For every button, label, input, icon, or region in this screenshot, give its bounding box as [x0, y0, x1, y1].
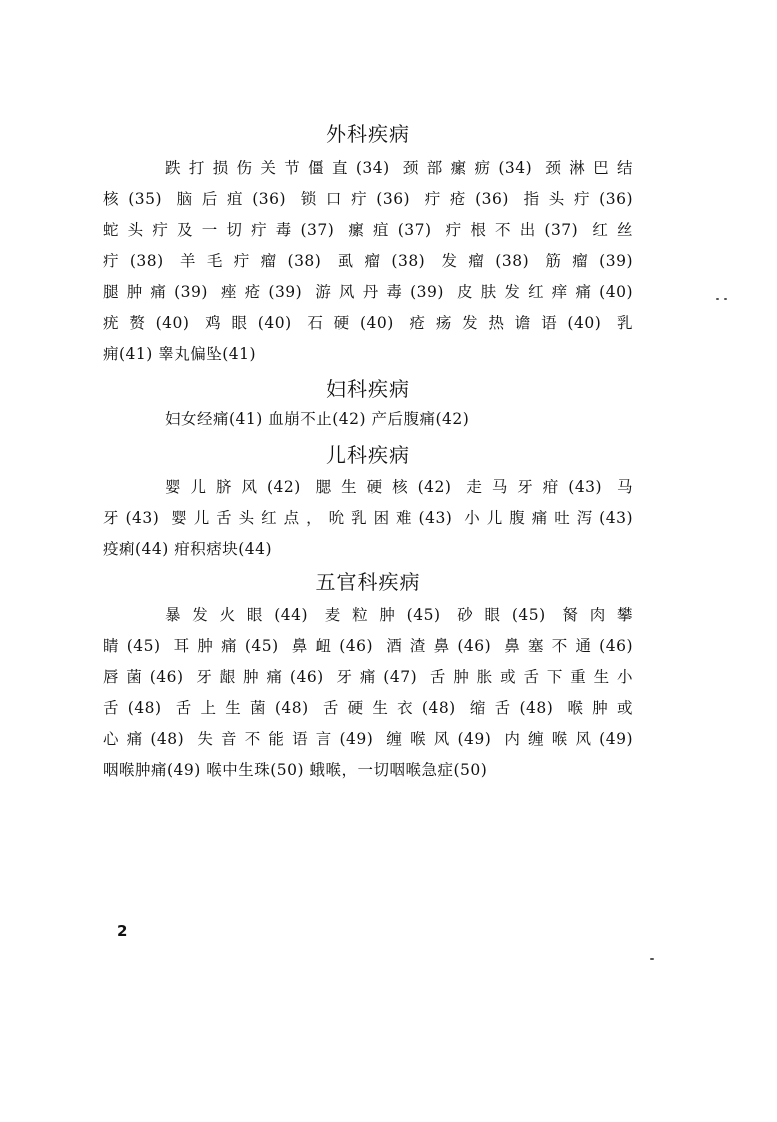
entry-lines: [103, 153, 633, 370]
section-heading: 五官科疾病: [315, 570, 421, 594]
section-heading: 外科疾病: [326, 122, 410, 146]
scan-speck: [650, 958, 654, 960]
entry-line: 心痛(48) 失音不能语言(49) 缠喉风(49) 内缠喉风(49): [103, 730, 633, 748]
page-number: 2: [117, 922, 128, 940]
section-heading: 妇科疾病: [326, 377, 410, 401]
entry-line: 疔(38) 羊毛疔瘤(38) 虱瘤(38) 发瘤(38) 筋瘤(39): [103, 252, 633, 270]
entry-line: 腿肿痛(39) 痤疮(39) 游风丹毒(39) 皮肤发红痒痛(40): [103, 283, 633, 301]
entry-line: 舌(48) 舌上生菌(48) 舌硬生衣(48) 缩舌(48) 喉肿或: [103, 699, 633, 717]
section-gynecology: [103, 376, 633, 435]
section-surgery: [103, 121, 633, 370]
entry-line: 疫痢(44) 疳积痞块(44): [103, 540, 273, 558]
entry-line: 牙(43) 婴儿舌头红点，吮乳困难(43) 小儿腹痛吐泻(43): [103, 509, 633, 527]
entry-line: 核(35) 脑后疽(36) 锁口疔(36) 疔疮(36) 指头疔(36): [103, 190, 633, 208]
entry-lines: [103, 600, 633, 786]
entry-line: 婴儿脐风(42) 腮生硬核(42) 走马牙疳(43) 马: [165, 478, 633, 496]
entry-line: 睛(45) 耳肿痛(45) 鼻衄(46) 酒渣鼻(46) 鼻塞不通(46): [103, 637, 633, 655]
entry-line: 暴发火眼(44) 麦粒肿(45) 砂眼(45) 胬肉攀: [165, 606, 633, 624]
entry-lines: [103, 404, 633, 435]
entry-line: 疣赘(40) 鸡眼(40) 石硬(40) 疮疡发热谵语(40) 乳: [103, 314, 633, 332]
entry-line: 跌打损伤关节僵直(34) 颈部瘰疬(34) 颈淋巴结: [165, 159, 633, 177]
scan-speck: [724, 298, 727, 300]
entry-line: 咽喉肿痛(49) 喉中生珠(50) 蛾喉，一切咽喉急症(50): [103, 761, 488, 779]
entry-line: 唇菌(46) 牙龈肿痛(46) 牙痛(47) 舌肿胀或舌下重生小: [103, 668, 633, 686]
scan-speck: [716, 298, 719, 300]
entry-line: 痈(41) 睾丸偏坠(41): [103, 345, 257, 363]
entry-line: 妇女经痛(41) 血崩不止(42) 产后腹痛(42): [165, 410, 470, 428]
section-ent-eye: [103, 569, 633, 786]
entry-line: 蛇头疔及一切疔毒(37) 瘰疽(37) 疔根不出(37) 红丝: [103, 221, 633, 239]
section-heading: 儿科疾病: [326, 443, 410, 467]
entry-lines: [103, 472, 633, 565]
section-pediatrics: [103, 442, 633, 565]
